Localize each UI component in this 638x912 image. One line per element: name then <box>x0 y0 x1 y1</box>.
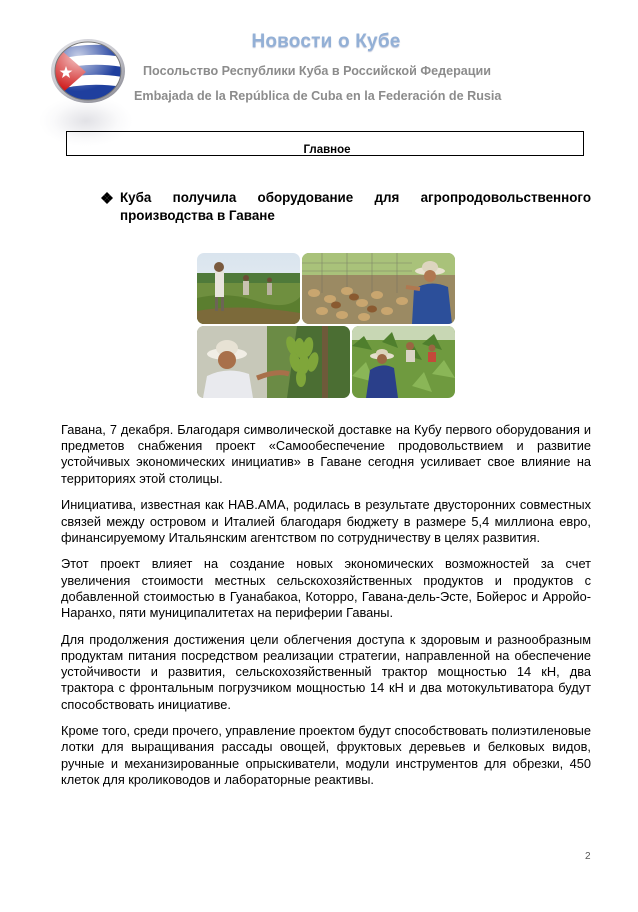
farmer-with-poultry-photo <box>302 253 455 324</box>
article-paragraph: Инициатива, известная как НАВ.АМА, родилась в результате двусторонних совместных связей между островом и Италией благодаря бюджету в размере 5,4 миллиона евро, финансируемому Итальянским агентством по сотрудничеству в целях развития. <box>61 497 591 545</box>
article-paragraph: Этот проект влияет на создание новых экономических возможностей за счет увеличения стоимости местных сельскохозяйственных продуктов и продуктов с добавленной стоимостью в Гуанабакоа, Которро, Гавана-дель-Эсте, Бойерос и Арройо-Наранхо, пяти муниципалитетах на периферии Гаваны. <box>61 556 591 621</box>
article-body <box>61 422 591 799</box>
page-number: 2 <box>585 851 591 862</box>
embassy-name-russian: Посольство Республики Куба в Российской Федерации <box>143 64 491 78</box>
headline-line-2: производства в Гаване <box>120 208 275 223</box>
woman-with-bananas-photo <box>197 326 350 398</box>
headline-line-1: Куба получила оборудование для агропродовольственного <box>120 190 591 205</box>
site-title: Новости о Кубе <box>251 31 401 52</box>
embassy-name-spanish: Embajada de la República de Cuba en la Federación de Rusia <box>134 89 502 103</box>
section-label: Главное <box>303 144 351 156</box>
farm-workers-field-photo <box>197 253 300 324</box>
photo-collage <box>197 253 455 398</box>
article-paragraph: Для продолжения достижения цели облегчения доступа к здоровым и разнообразным продуктам питания посредством реализации стратегии, направленной на обеспечение устойчивости и развития, сельскохозяйственный трактор мощностью 14 кН, два трактора с фронтальным погрузчиком мощностью 14 кН и два мотокультиватора будут способствовать инициативе. <box>61 631 591 712</box>
section-header-box <box>66 131 584 156</box>
article-paragraph: Гавана, 7 декабря. Благодаря символической доставке на Кубу первого оборудования и предметов снабжения проект «Самообеспечение продовольствием и развитие устойчивых экономических инициатив» в Гаване сегодня усиливает свое влияние на территориях этой столицы. <box>61 422 591 486</box>
article-paragraph: Кроме того, среди прочего, управление проектом будут способствовать полиэтиленовые лотки для выращивания рассады овощей, фруктовых деревьев и белковых видов, ручные и механизированные опрыскиватели, модули инструментов для обрезки, 450 клеток для кролиководов и лабораторные реактивы. <box>61 723 591 787</box>
workers-in-crop-field-photo <box>352 326 455 398</box>
article-headline <box>101 189 591 225</box>
